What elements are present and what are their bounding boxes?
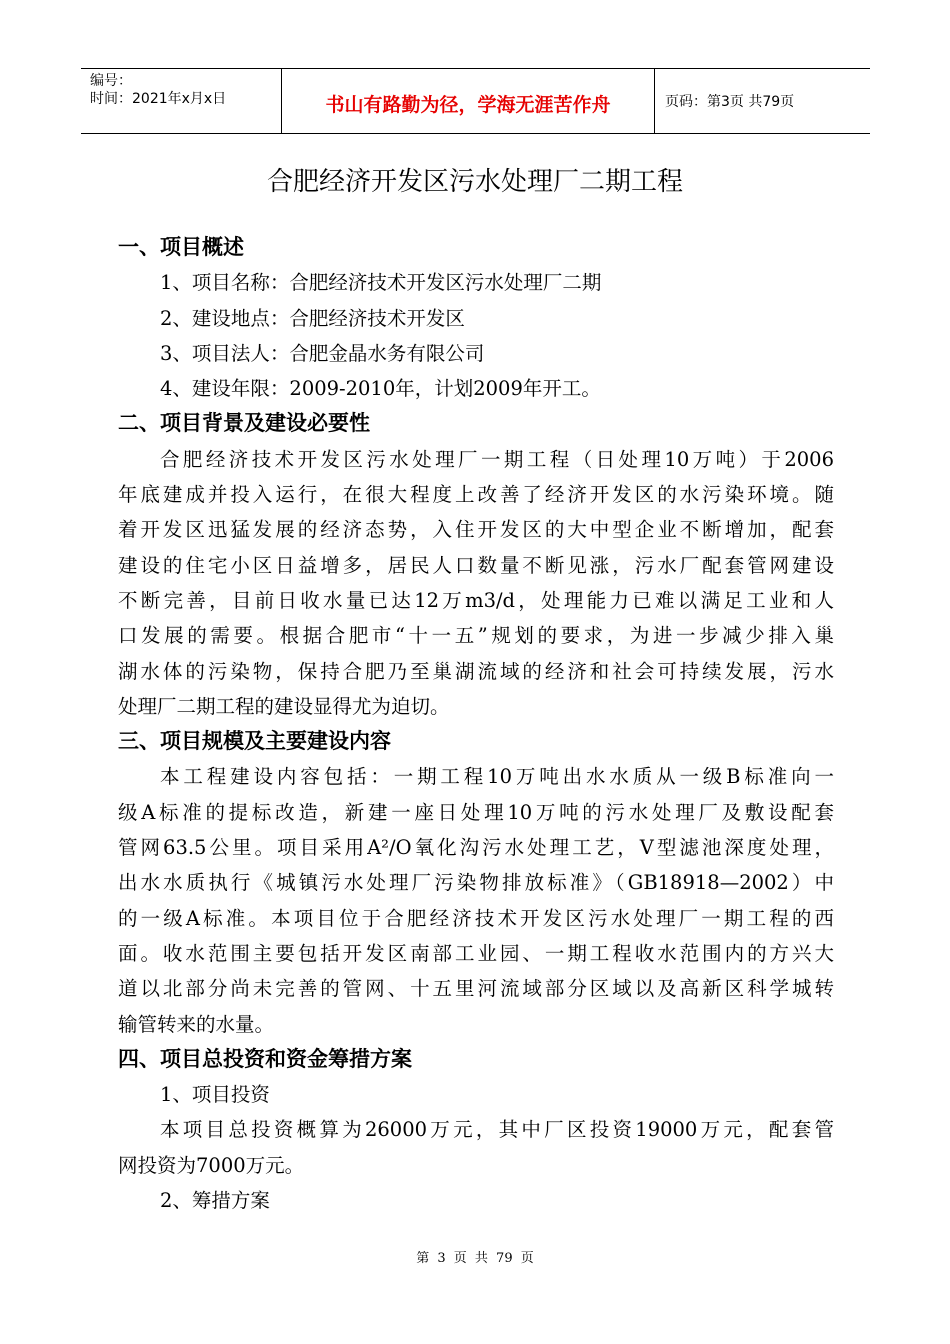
header-motto: 书山有路勤为径，学海无涯苦作舟 <box>282 69 655 133</box>
section-heading-investment: 四、项目总投资和资金筹措方案 <box>118 1046 412 1071</box>
paragraph-line: 年底建成并投入运行，在很大程度上改善了经济开发区的水污染环境。随 <box>118 483 834 507</box>
paragraph-line: 湖水体的污染物，保持合肥乃至巢湖流域的经济和社会可持续发展，污水 <box>118 659 834 683</box>
paragraph-line: 建设的住宅小区日益增多，居民人口数量不断见涨，污水厂配套管网建设 <box>118 553 834 577</box>
investment-subheading: 1、项目投资 <box>160 1083 270 1107</box>
paragraph-line: 道以北部分尚未完善的管网、十五里河流域部分区域以及高新区科学城转 <box>118 977 834 1001</box>
paragraph-line: 合肥经济技术开发区污水处理厂一期工程（日处理10万吨）于2006 <box>160 447 834 471</box>
document-title: 合肥经济开发区污水处理厂二期工程 <box>266 167 683 197</box>
scope-paragraph <box>118 759 834 1041</box>
section-heading-background: 二、项目背景及建设必要性 <box>118 411 370 436</box>
header-meta-cell <box>81 69 282 133</box>
investment-paragraph <box>118 1112 834 1183</box>
overview-item: 2、建设地点：合肥经济技术开发区 <box>160 306 465 330</box>
paragraph-line: 处理厂二期工程的建设显得尤为迫切。 <box>118 694 450 718</box>
paragraph-line: 出水水质执行《城镇污水处理厂污染物排放标准》（GB18918—2002）中 <box>118 871 834 895</box>
overview-item: 4、建设年限：2009-2010年，计划2009年开工。 <box>160 377 601 401</box>
paragraph-line: 本工程建设内容包括：一期工程10万吨出水水质从一级B标准向一 <box>160 765 834 789</box>
paragraph-line: 口发展的需要。根据合肥市“十一五”规划的要求，为进一步减少排入巢 <box>118 624 834 648</box>
header-page-info: 页码：第3页 共79页 <box>665 94 795 110</box>
paragraph-line: 的一级A标准。本项目位于合肥经济技术开发区污水处理厂一期工程的西 <box>118 906 834 930</box>
paragraph-line: 管网63.5公里。项目采用A²/O氧化沟污水处理工艺，V型滤池深度处理， <box>118 836 834 860</box>
overview-item: 3、项目法人：合肥金晶水务有限公司 <box>160 341 485 365</box>
document-time-label: 时间：2021年x月x日 <box>90 91 227 107</box>
paragraph-line: 着开发区迅猛发展的经济态势，入住开发区的大中型企业不断增加，配套 <box>118 518 834 542</box>
financing-subheading: 2、筹措方案 <box>160 1189 270 1213</box>
overview-item: 1、项目名称：合肥经济技术开发区污水处理厂二期 <box>160 271 602 295</box>
paragraph-line: 本项目总投资概算为26000万元，其中厂区投资19000万元，配套管 <box>160 1118 834 1142</box>
page-footer: 第 3 页 共 79 页 <box>416 1251 534 1266</box>
header-table <box>81 68 870 134</box>
document-number-label: 编号： <box>90 73 132 89</box>
paragraph-line: 不断完善，目前日收水量已达12万m3/d，处理能力已难以满足工业和人 <box>118 588 834 612</box>
section-heading-scope: 三、项目规模及主要建设内容 <box>118 729 391 754</box>
paragraph-line: 输管转来的水量。 <box>118 1012 275 1036</box>
document-body <box>118 230 834 1218</box>
paragraph-line: 级A标准的提标改造，新建一座日处理10万吨的污水处理厂及敷设配套 <box>118 800 834 824</box>
background-paragraph <box>118 442 834 724</box>
paragraph-line: 网投资为7000万元。 <box>118 1153 305 1177</box>
paragraph-line: 面。收水范围主要包括开发区南部工业园、一期工程收水范围内的方兴大 <box>118 941 834 965</box>
section-heading-overview: 一、项目概述 <box>118 235 244 259</box>
